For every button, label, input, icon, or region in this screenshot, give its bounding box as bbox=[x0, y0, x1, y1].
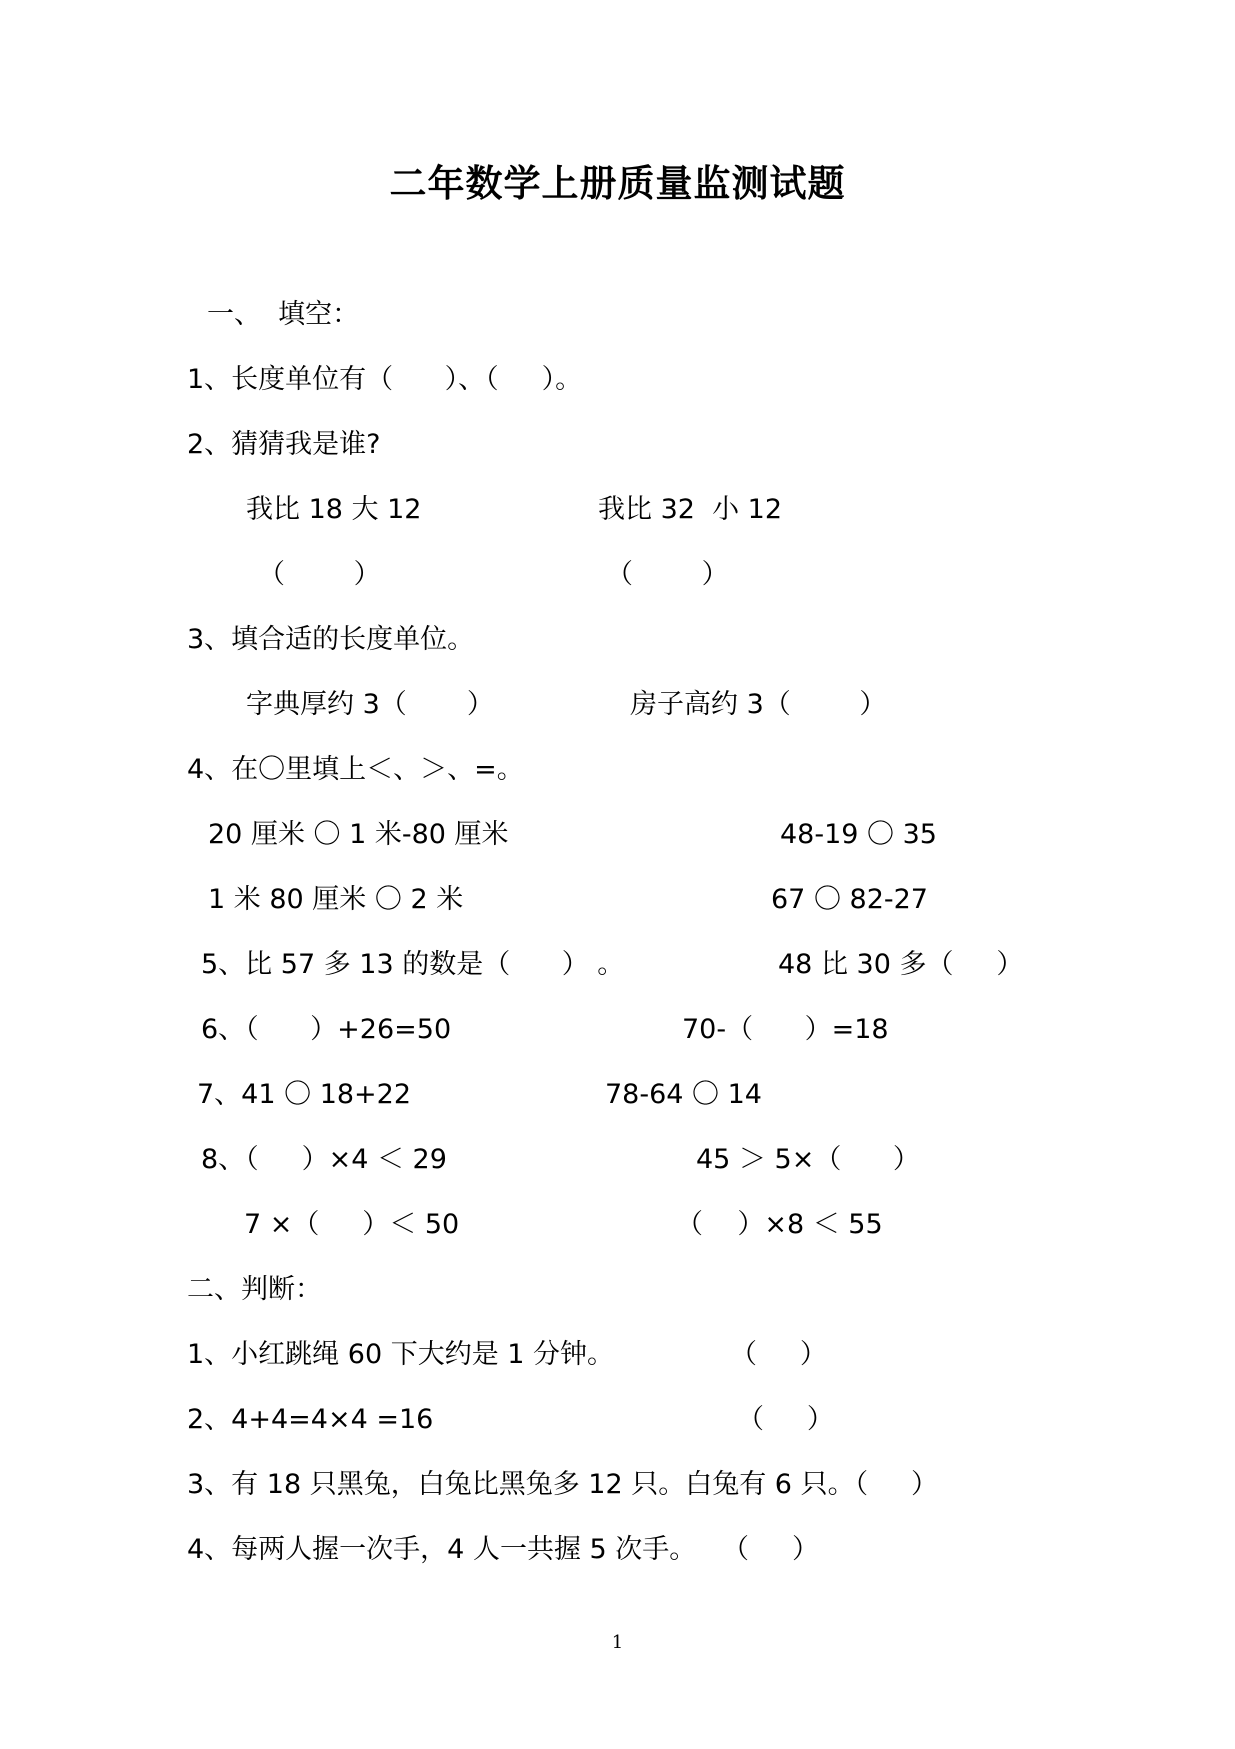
question-1-6-b: 70-（ ）=18 bbox=[682, 1014, 889, 1045]
question-1-4-a: 20 厘米 〇 1 米-80 厘米 bbox=[208, 819, 509, 850]
question-2-1-blank: （ ） bbox=[730, 1339, 827, 1370]
question-1-7-a: 7、41 〇 18+22 bbox=[197, 1079, 412, 1110]
question-1-2-left-blank: （ ） bbox=[258, 559, 381, 590]
question-1-5-a: 5、比 57 多 13 的数是（ ） 。 bbox=[201, 949, 625, 980]
question-1-3-left: 字典厚约 3（ ） bbox=[246, 689, 494, 720]
question-1-4: 4、在〇里填上＜、＞、=。 bbox=[187, 754, 524, 785]
question-1-2: 2、猜猜我是谁? bbox=[187, 429, 381, 460]
question-1-7-b: 78-64 〇 14 bbox=[605, 1079, 762, 1110]
section-two-heading: 二、判断： bbox=[187, 1274, 322, 1305]
section-one-heading: 一、 填空： bbox=[207, 299, 360, 330]
question-1-8-c: 7 ×（ ）＜ 50 bbox=[244, 1209, 460, 1240]
question-2-1: 1、小红跳绳 60 下大约是 1 分钟。 bbox=[187, 1339, 615, 1370]
question-1-3-right: 房子高约 3（ ） bbox=[630, 689, 887, 720]
question-2-3: 3、有 18 只黑兔，白兔比黑兔多 12 只。白兔有 6 只。（ ） bbox=[187, 1469, 938, 1500]
question-1-5-b: 48 比 30 多（ ） bbox=[778, 949, 1024, 980]
page-number: 1 bbox=[611, 1632, 624, 1653]
question-1-8-a: 8、（ ）×4 ＜ 29 bbox=[201, 1144, 447, 1175]
question-2-2-blank: （ ） bbox=[737, 1404, 834, 1435]
question-1-2-right-blank: （ ） bbox=[606, 559, 729, 590]
question-1-3: 3、填合适的长度单位。 bbox=[187, 624, 475, 655]
question-1-2-left-clue: 我比 18 大 12 bbox=[246, 494, 422, 525]
question-1-8-d: （ ）×8 ＜ 55 bbox=[676, 1209, 883, 1240]
question-1-8-b: 45 ＞ 5×（ ） bbox=[696, 1144, 920, 1175]
question-1-6-a: 6、（ ）+26=50 bbox=[201, 1014, 452, 1045]
question-1-4-b: 48-19 〇 35 bbox=[780, 819, 937, 850]
question-2-4: 4、每两人握一次手，4 人一共握 5 次手。 （ ） bbox=[187, 1534, 819, 1565]
page-title: 二年数学上册质量监测试题 bbox=[389, 162, 846, 205]
question-1-2-right-clue: 我比 32 小 12 bbox=[598, 494, 783, 525]
question-2-2: 2、4+4=4×4 =16 bbox=[187, 1404, 434, 1435]
question-1-4-d: 67 〇 82-27 bbox=[771, 884, 928, 915]
question-1-4-c: 1 米 80 厘米 〇 2 米 bbox=[208, 884, 464, 915]
question-1-1: 1、长度单位有（ ）、（ ）。 bbox=[187, 364, 583, 395]
